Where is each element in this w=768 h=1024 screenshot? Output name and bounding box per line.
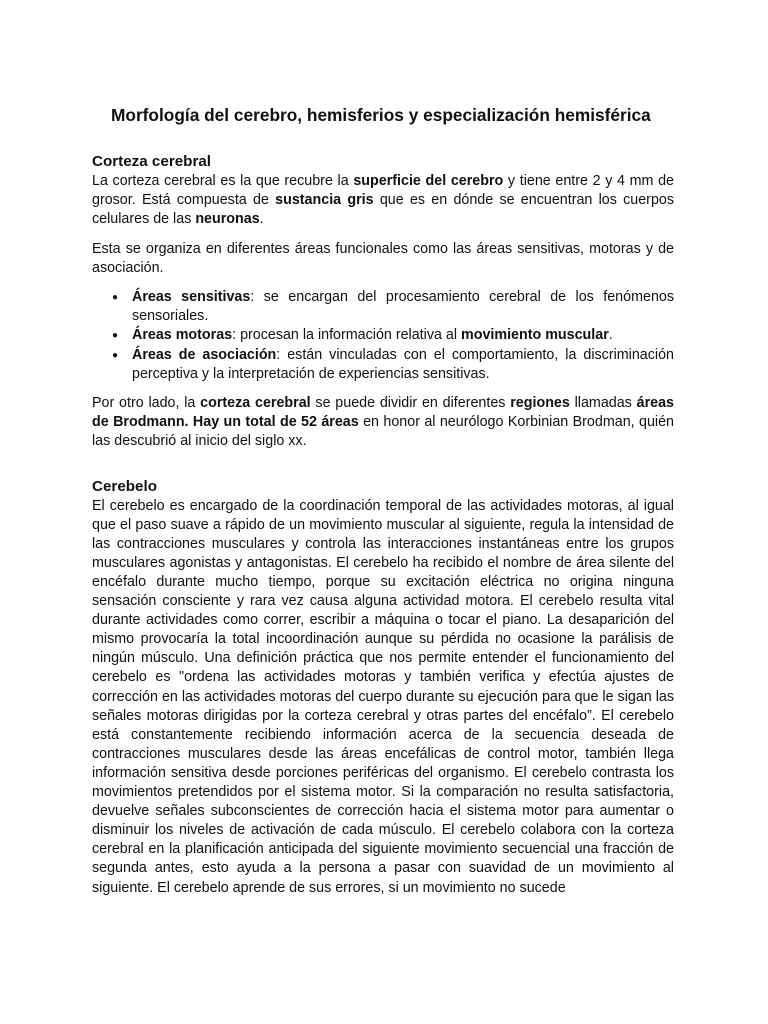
text-run: .: [608, 327, 613, 344]
bold-text: neuronas: [195, 211, 260, 228]
text-run: La corteza cerebral es la que recubre la: [92, 173, 354, 189]
text-run: se puede dividir en diferentes: [310, 395, 511, 412]
text-run: Por otro lado, la: [92, 395, 201, 412]
bold-text: Áreas sensitivas: [132, 289, 251, 306]
bold-text: Áreas de asociación: [132, 346, 277, 363]
section-cerebelo: [92, 477, 674, 898]
list-item: [132, 288, 674, 326]
bold-text: sustancia gris: [275, 192, 374, 209]
text-run: y tiene entre 2 y 4 mm de grosor. Está compuesta de: [92, 173, 674, 209]
document-title: Morfología del cerebro, hemisferios y especialización hemisférica: [111, 105, 651, 125]
text-run: en honor al neurólogo Korbinian Brodman, quién las descubrió al inicio del siglo xx.: [92, 414, 674, 450]
text-run: : están vinculadas con el comportamiento, la discriminación perceptiva y la interpretación de experiencias sensitivas.: [132, 346, 674, 382]
text-run: : se encargan del procesamiento cerebral de los fenómenos sensoriales.: [132, 289, 674, 325]
list-item: [132, 326, 674, 345]
bold-text: regiones: [510, 395, 570, 412]
bullet-list: [92, 288, 674, 384]
list-item: [132, 346, 674, 384]
bold-text: corteza cerebral: [200, 395, 311, 412]
section-heading: Corteza cerebral: [92, 153, 212, 170]
bold-text: Áreas motoras: [132, 327, 233, 344]
text-run: : procesan la información relativa al: [232, 327, 461, 344]
section-heading: Cerebelo: [92, 477, 157, 495]
paragraph: Esta se organiza en diferentes áreas funcionales como las áreas sensitivas, motoras y de asociación.: [92, 240, 674, 276]
paragraph: El cerebelo es encargado de la coordinación temporal de las actividades motoras, al igual que el paso suave a rápido de un movimiento muscular al siguiente, regula la intensidad de las contracciones musculares y controla las interacciones instantáneas entre los grupos musculares agonistas y antagonistas. El cerebelo ha recibido el nombre de área silente del encéfalo durante mucho tiempo, porque su excitación eléctrica no origina ninguna sensación consciente y rara vez causa alguna actividad motora. El cerebelo resulta vital durante actividades como correr, escribir a máquina o tocar el piano. La desaparición del mismo provocaría la total incoordinación aunque su pérdida no ocasione la parálisis de ningún músculo. Una definición práctica que nos permite entender el funcionamiento del cerebelo es "ordena las actividades motoras y también verifica y efectúa ajustes de corrección en las actividades motoras del cuerpo durante su ejecución para que le sigan las señales motoras dirigidas por la corteza cerebral y otras partes del encéfalo”. El cerebelo está constantemente recibiendo información acerca de la secuencia deseada de contracciones musculares desde las áreas encefálicas de control motor, también llega información sensitiva desde porciones periféricas del organismo. El cerebelo contrasta los movimientos pretendidos por el sistema motor. Si la comparación no resulta satisfactoria, devuelve señales subconscientes de corrección hacia el sistema motor para aumentar o disminuir los niveles de activación de cada músculo. El cerebelo colabora con la corteza cerebral en la planificación anticipada del siguiente movimiento secuencial una fracción de segunda antes, esto ayuda a la persona a pasar con suavidad de un movimiento al siguiente. El cerebelo aprende de sus errores, si un movimiento no sucede: [92, 497, 674, 896]
paragraph: [92, 394, 674, 452]
section-corteza-cerebral: [92, 152, 674, 452]
text-run: que es en dónde se encuentran los cuerpos celulares de las: [92, 192, 674, 228]
paragraph: [92, 172, 674, 230]
bold-text: superficie del cerebro: [353, 173, 504, 189]
bold-text: movimiento muscular: [461, 327, 609, 344]
text-run: llamadas: [569, 395, 637, 412]
bold-text: áreas de Brodmann. Hay un total de 52 áreas: [92, 395, 674, 431]
text-run: .: [259, 211, 264, 228]
